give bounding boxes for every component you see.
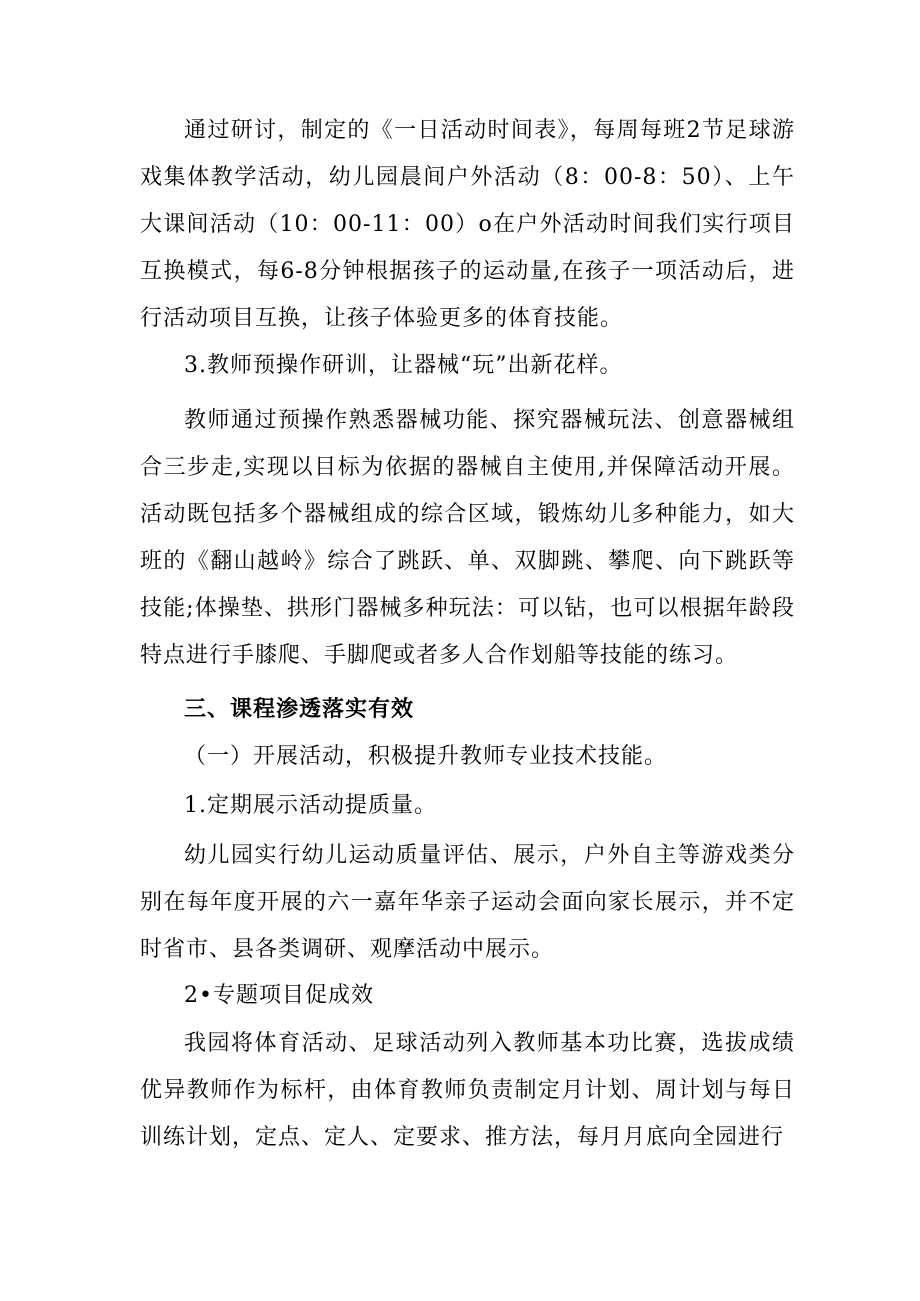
subheading-showcase: 1.定期展示活动提质量。	[184, 793, 437, 818]
paragraph-schedule: 通过研讨，制定的《一日活动时间表》，每周每班2节足球游戏集体教学活动，幼儿园晨间户外活动（8：00-8：50）、上午大课间活动（10：00-11：00）o在户外活动时间我们实行项目互换模式，每6-8分钟根据孩子的运动量,在孩子一项活动后，进行活动项目互换，让孩子体验更多的体育技能。	[140, 118, 795, 331]
paragraph-competition: 我园将体育活动、足球活动列入教师基本功比赛，选拔成绩优异教师作为标杆，由体育教师负责制定月计划、周计划与每日训练计划，定点、定人、定要求、推方法，每月月底向全园进行	[140, 1031, 795, 1150]
subheading-projects: 2•专题项目促成效	[184, 983, 374, 1008]
paragraph-equipment: 教师通过预操作熟悉器械功能、探究器械玩法、创意器械组合三步走,实现以目标为依据的器械自主使用,并保障活动开展。活动既包括多个器械组成的综合区域，锻炼幼儿多种能力，如大班的《翻山越岭》综合了跳跃、单、双脚跳、攀爬、向下跳跃等技能;体操垫、拱形门器械多种玩法：可以钻，也可以根据年龄段特点进行手膝爬、手脚爬或者多人合作划船等技能的练习。	[140, 408, 795, 668]
subheading-activities: （一）开展活动，积极提升教师专业技术技能。	[184, 744, 668, 769]
subheading-teacher-training: 3.教师预操作研训，让器械“玩”出新花样。	[184, 353, 623, 378]
section-heading-curriculum: 三、课程渗透落实有效	[184, 697, 415, 722]
paragraph-evaluation: 幼儿园实行幼儿运动质量评估、展示，户外自主等游戏类分别在每年度开展的六一嘉年华亲子运动会面向家长展示，并不定时省市、县各类调研、观摩活动中展示。	[140, 843, 795, 962]
